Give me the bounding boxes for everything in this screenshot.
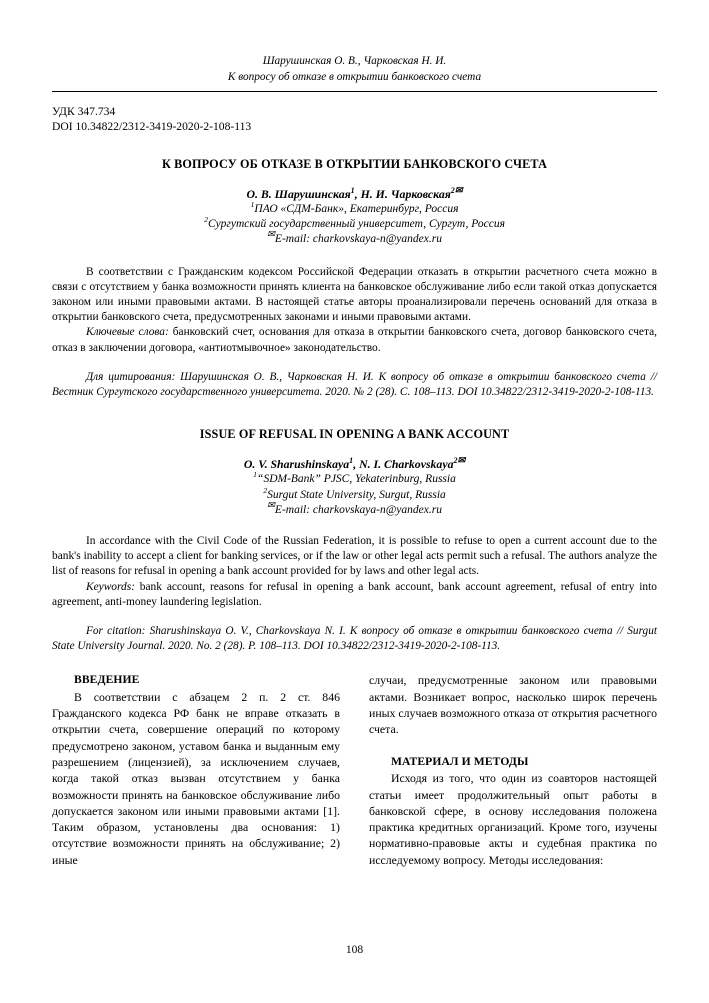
author-block-ru <box>52 184 657 248</box>
author-block-en <box>52 457 657 518</box>
author-names-ru <box>52 184 657 202</box>
author-name-1-ru: О. В. Шарушинская <box>246 186 351 201</box>
affiliation-1-marker-ru: 1 <box>250 200 255 210</box>
author-name-1-en: O. V. Sharushinskaya <box>243 457 350 472</box>
affiliation-1-en <box>52 472 657 487</box>
body-columns <box>52 672 657 868</box>
doi-code: DOI 10.34822/2312-3419-2020-2-108-113 <box>52 120 252 134</box>
affiliation-2-ru <box>52 217 657 232</box>
affiliation-2-text-ru: Сургутский государственный университет, Сургут, Россия <box>207 218 505 231</box>
page-content <box>52 0 657 868</box>
affiliation-1-text-ru: ПАО «СДМ-Банк», Екатеринбург, Россия <box>254 203 459 216</box>
section-heading-materials-methods: МАТЕРИАЛ И МЕТОДЫ <box>391 754 529 768</box>
body-column-left <box>52 672 340 868</box>
affiliation-2-marker-en: 2 <box>263 485 268 495</box>
author-name-2-en: , N. I. Charkovskaya <box>353 457 454 472</box>
keywords-en <box>52 580 657 610</box>
abstract-en: In accordance with the Civil Code of the Russian Federation, it is possible to refuse to open a current account due to the bank's inability to accept a client for banking services, or if the law or other legal acts permit such a refusal. The authors analyze the list of reasons for refusal in opening a bank account provided for by laws and other legal acts. <box>52 535 657 578</box>
affiliation-2-en <box>52 485 657 503</box>
introduction-paragraph-continued: случаи, предусмотренные законом или правовыми актами. Возникает вопрос, насколько широк перечень иных случаев возможного отказа от открытия расчетного счета. <box>369 673 657 737</box>
udc-code: УДК 347.734 <box>52 105 116 118</box>
article-title-en: ISSUE OF REFUSAL IN OPENING A BANK ACCOUNT <box>199 427 510 442</box>
body-column-right <box>369 672 657 868</box>
envelope-icon-en: ✉ <box>457 455 466 466</box>
materials-methods-paragraph: Исходя из того, что один из соавторов настоящей статьи имеет продолжительный опыт работы в банковской сфере, в основу исследования положена практика кредитных организаций. Кроме того, изучены нормативно-правовые акты и судебная практика по исследуемому вопросу. Методы исследования: <box>369 771 657 867</box>
email-text-en[interactable]: E-mail: charkovskaya-n@yandex.ru <box>274 503 442 516</box>
section-heading-introduction: ВВЕДЕНИЕ <box>74 673 140 687</box>
running-head-title: К вопросу об отказе в открытии банковского счета <box>227 70 482 83</box>
envelope-icon-email-ru: ✉ <box>267 230 275 241</box>
author-1-affiliation-marker-ru: 1 <box>350 185 355 195</box>
affiliation-2-text-en: Surgut State University, Surgut, Russia <box>267 488 446 501</box>
running-head <box>52 54 657 85</box>
keywords-ru <box>52 325 657 355</box>
abstract-ru: В соответствии с Гражданским кодексом Российской Федерации отказать в открытии расчетного счета можно в связи с отсутствием у банка возможности принять клиента на банковское обслуживание либо если такой отказ допускается законом или иными правовыми актами. В настоящей статье авторы проанализировали перечень оснований для отказа в открытии банковского счета, предусмотренных законами и иными правовыми актами. <box>52 265 657 324</box>
article-title-ru: К ВОПРОСУ ОБ ОТКАЗЕ В ОТКРЫТИИ БАНКОВСКОГО СЧЕТА <box>161 156 548 171</box>
contact-email-en <box>52 503 657 518</box>
keywords-label-en: Keywords: <box>86 580 135 593</box>
introduction-paragraph: В соответствии с абзацем 2 п. 2 ст. 846 Гражданского кодекса РФ банк не вправе отказать в открытии счета, совершение операций по которому предусмотрено законом, уставом банка и выданным ему разрешением (лицензией), за исключением случаев, когда такой отказ вызван отсутствием у банка возможности принять на банковское обслуживание либо допускается законом или иными правовыми актами [1]. Таким образом, установлены два основания: 1) отсутствие возможности принять на обслуживание; 2) иные <box>52 689 340 867</box>
identifier-block <box>52 104 657 135</box>
keywords-label-ru: Ключевые слова: <box>86 326 169 339</box>
keywords-text-en: bank account, reasons for refusal in opening a bank account, bank account agreement, refusal of entry into agreement, anti-money laundering legislation. <box>52 580 657 608</box>
envelope-icon-email-en: ✉ <box>267 501 275 512</box>
envelope-icon: ✉ <box>454 184 463 195</box>
affiliation-1-ru <box>52 202 657 217</box>
affiliation-1-text-en: “SDM-Bank” PJSC, Yekaterinburg, Russia <box>257 473 456 486</box>
author-name-2-ru: , Н. И. Чарковская <box>354 186 451 201</box>
running-head-authors: Шарушинская О. В., Чарковская Н. И. <box>262 55 447 67</box>
page-number: 108 <box>345 944 364 956</box>
citation-ru: Для цитирования: Шарушинская О. В., Чарковская Н. И. К вопросу об отказе в открытии банковского счета // Вестник Сургутского государственного университета. 2020. № 2 (28). С. 108–113. DOI 10.34822/2312-3419-2020-2-108-113. <box>52 370 657 399</box>
author-names-en <box>52 457 657 472</box>
keywords-text-ru: банковский счет, основания для отказа в открытии банковского счета, договор банковского счета, отказ в заключении договора, «антиотмывочное» законодательство. <box>52 326 657 354</box>
email-text-ru[interactable]: E-mail: charkovskaya-n@yandex.ru <box>274 233 442 246</box>
author-1-affiliation-marker-en: 1 <box>349 456 354 466</box>
author-2-affiliation-marker-ru: 2 <box>450 185 455 195</box>
header-divider <box>52 91 657 92</box>
citation-en: For citation: Sharushinskaya O. V., Charkovskaya N. I. К вопросу об отказе в открытии банковского счета // Surgut State University Journal. 2020. No. 2 (28). P. 108–113. DOI 10.34822/2312-3419-2020-2-108-113. <box>52 625 657 653</box>
affiliation-1-marker-en: 1 <box>253 470 258 480</box>
affiliation-2-marker-ru: 2 <box>204 215 208 225</box>
author-2-affiliation-marker-en: 2 <box>453 456 458 466</box>
contact-email-ru <box>52 232 657 247</box>
